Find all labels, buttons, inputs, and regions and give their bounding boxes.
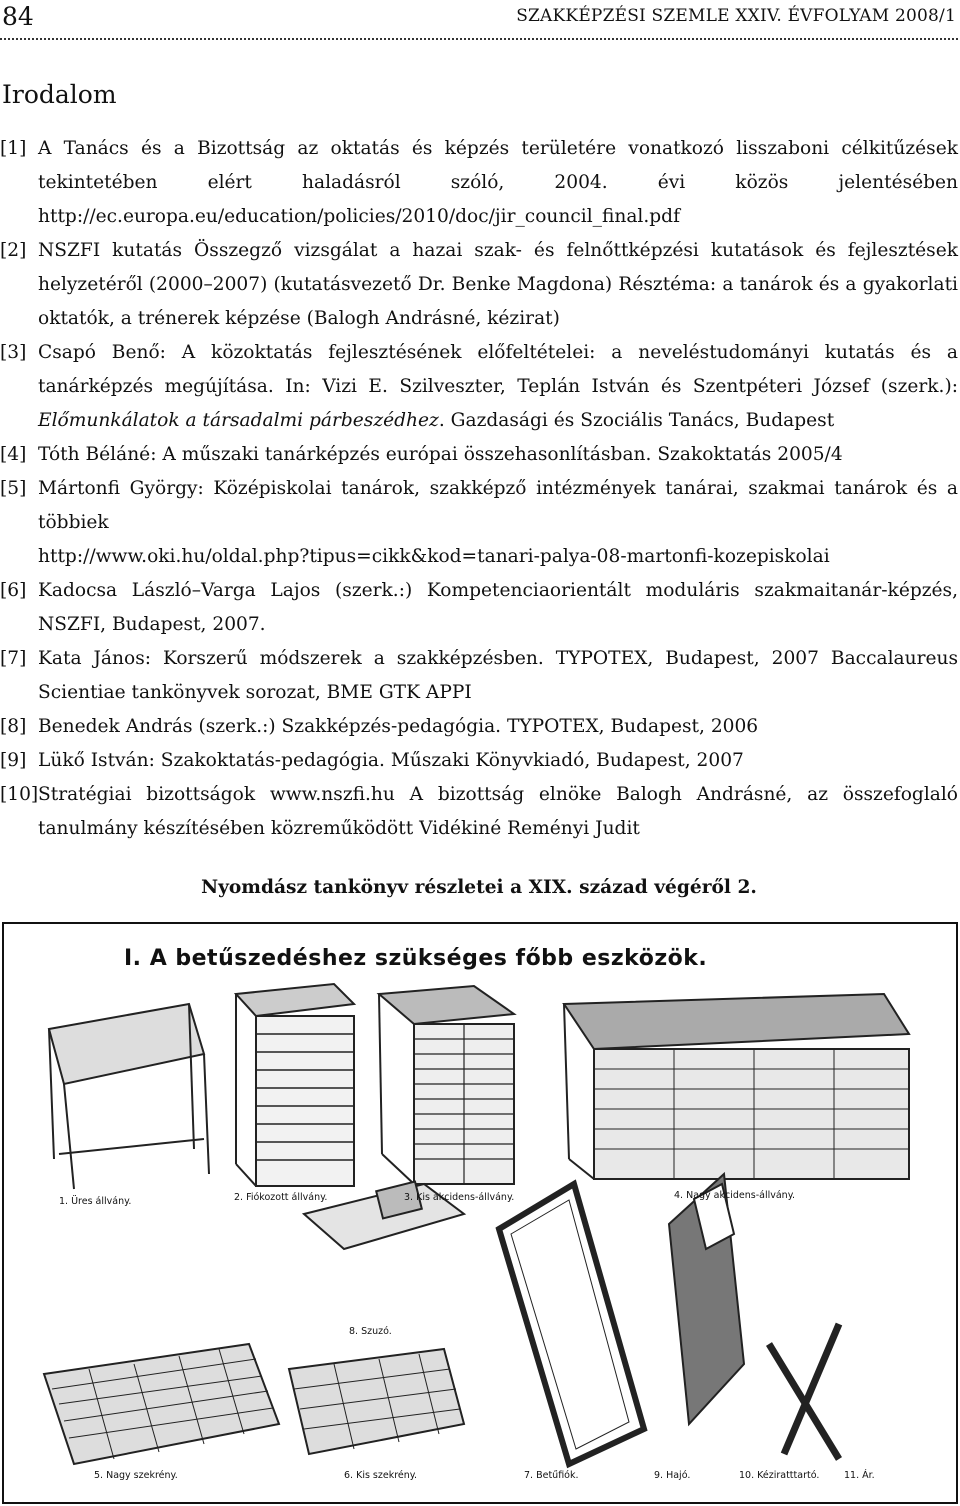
figure-label-2: 2. Fiókozott állvány. bbox=[234, 1192, 328, 1203]
figure-label-4: 4. Nagy akcidens-állvány. bbox=[674, 1190, 795, 1201]
figure-label-7: 7. Betűfiók. bbox=[524, 1470, 579, 1481]
figure-label-10: 10. Kéziratttartó. bbox=[739, 1470, 820, 1481]
reference-text-part: Csapó Benő: A közoktatás fejlesztésének előfeltételei: a neveléstudományi kutatás és a tanárképzés megújítása. In: Vizi E. Szilveszter, Teplán István és Szentpéteri József (szerk.): bbox=[38, 342, 958, 397]
awl-drawing bbox=[769, 1324, 839, 1459]
reference-list bbox=[0, 132, 958, 846]
reference-number: [2] bbox=[0, 240, 27, 261]
empty-stand-drawing bbox=[49, 1004, 209, 1189]
large-case-drawing bbox=[44, 1344, 279, 1464]
figure-label-1: 1. Üres állvány. bbox=[59, 1196, 132, 1207]
reference-item bbox=[0, 234, 958, 336]
reference-number: [7] bbox=[0, 648, 27, 669]
reference-item bbox=[0, 132, 958, 234]
reference-number: [1] bbox=[0, 138, 27, 159]
reference-text: NSZFI kutatás Összegző vizsgálat a hazai szak- és felnőttképzési kutatások és fejlesztések helyzetéről (2000–2007) (kutatásvezető Dr. Benke Magdona) Résztéma: a tanárok és a gyakorlati oktatók, a trénerek képzése (Balogh Andrásné, kézirat) bbox=[38, 240, 958, 329]
reference-link[interactable]: http://www.oki.hu/oldal.php?tipus=cikk&kod=tanari-palya-08-martonfi-kozepiskolai bbox=[38, 546, 830, 567]
reference-number: [3] bbox=[0, 342, 27, 363]
reference-text-part: . Gazdasági és Szociális Tanács, Budapest bbox=[438, 410, 835, 431]
reference-item bbox=[0, 574, 958, 642]
header-dotted-rule bbox=[0, 38, 958, 40]
reference-number: [4] bbox=[0, 444, 27, 465]
reference-text: Tóth Béláné: A műszaki tanárképzés európai összehasonlításban. Szakoktatás 2005/4 bbox=[38, 444, 843, 465]
page-number: 84 bbox=[2, 2, 34, 31]
figure-label-3: 3. Kis akcidens-állvány. bbox=[404, 1192, 515, 1203]
printing-tools-illustration bbox=[4, 924, 956, 1502]
reference-text: Stratégiai bizottságok www.nszfi.hu A bizottság elnöke Balogh Andrásné, az összefoglaló tanulmány készítésében közreműködött Vidékiné Reményi Judit bbox=[38, 784, 958, 839]
reference-item bbox=[0, 744, 958, 778]
reference-text bbox=[38, 472, 958, 574]
reference-number: [5] bbox=[0, 478, 27, 499]
reference-text bbox=[38, 336, 958, 438]
reference-item bbox=[0, 336, 958, 438]
illustration-frame bbox=[2, 922, 958, 1504]
reference-item bbox=[0, 438, 958, 472]
reference-text-part: Mártonfi György: Középiskolai tanárok, szakképző intézmények tanárai, szakmai tanárok és a többiek bbox=[38, 478, 958, 533]
section-title: Irodalom bbox=[2, 80, 117, 109]
figure-label-8: 8. Szuzó. bbox=[349, 1326, 392, 1337]
figure-heading: I. A betűszedéshez szükséges főbb eszközök. bbox=[124, 946, 708, 971]
type-drawer-drawing bbox=[499, 1184, 644, 1464]
galley-drawing bbox=[669, 1174, 744, 1424]
figure-label-5: 5. Nagy szekrény. bbox=[94, 1470, 178, 1481]
drawer-stand-drawing bbox=[236, 984, 354, 1186]
reference-number: [9] bbox=[0, 750, 27, 771]
reference-item bbox=[0, 472, 958, 574]
reference-text: Kadocsa László–Varga Lajos (szerk.:) Kompetenciaorientált moduláris szakmaitanár-képzés, NSZFI, Budapest, 2007. bbox=[38, 580, 958, 635]
reference-text: Kata János: Korszerű módszerek a szakképzésben. TYPOTEX, Budapest, 2007 Baccalaureus Scientiae tankönyvek sorozat, BME GTK APPI bbox=[38, 648, 958, 703]
small-stand-drawing bbox=[379, 986, 514, 1184]
figure-label-11: 11. Ár. bbox=[844, 1470, 875, 1481]
figure-label-9: 9. Hajó. bbox=[654, 1470, 691, 1481]
figure-label-6: 6. Kis szekrény. bbox=[344, 1470, 418, 1481]
reference-item bbox=[0, 710, 958, 744]
figure-caption: Nyomdász tankönyv részletei a XIX. század végéről 2. bbox=[201, 877, 757, 898]
reference-italic-title: Előmunkálatok a társadalmi párbeszédhez bbox=[38, 410, 439, 431]
reference-text: Benedek András (szerk.:) Szakképzés-pedagógia. TYPOTEX, Budapest, 2006 bbox=[38, 716, 759, 737]
page-header bbox=[0, 0, 958, 48]
reference-text: A Tanács és a Bizottság az oktatás és képzés területére vonatkozó lisszaboni célkitűzések tekintetében elért haladásról szóló, 2004. évi közös jelentésében http://ec.europa.eu/education/policies/2010/doc/jir_council_final.pdf bbox=[38, 138, 958, 227]
small-case-drawing bbox=[289, 1349, 464, 1454]
reference-number: [8] bbox=[0, 716, 27, 737]
large-stand-drawing bbox=[564, 994, 909, 1179]
reference-number: [6] bbox=[0, 580, 27, 601]
running-title: SZAKKÉPZÉSI SZEMLE XXIV. ÉVFOLYAM 2008/1 bbox=[516, 6, 956, 26]
reference-item bbox=[0, 642, 958, 710]
reference-text: Lükő István: Szakoktatás-pedagógia. Műszaki Könyvkiadó, Budapest, 2007 bbox=[38, 750, 744, 771]
reference-number: [10] bbox=[0, 784, 39, 805]
reference-item bbox=[0, 778, 958, 846]
